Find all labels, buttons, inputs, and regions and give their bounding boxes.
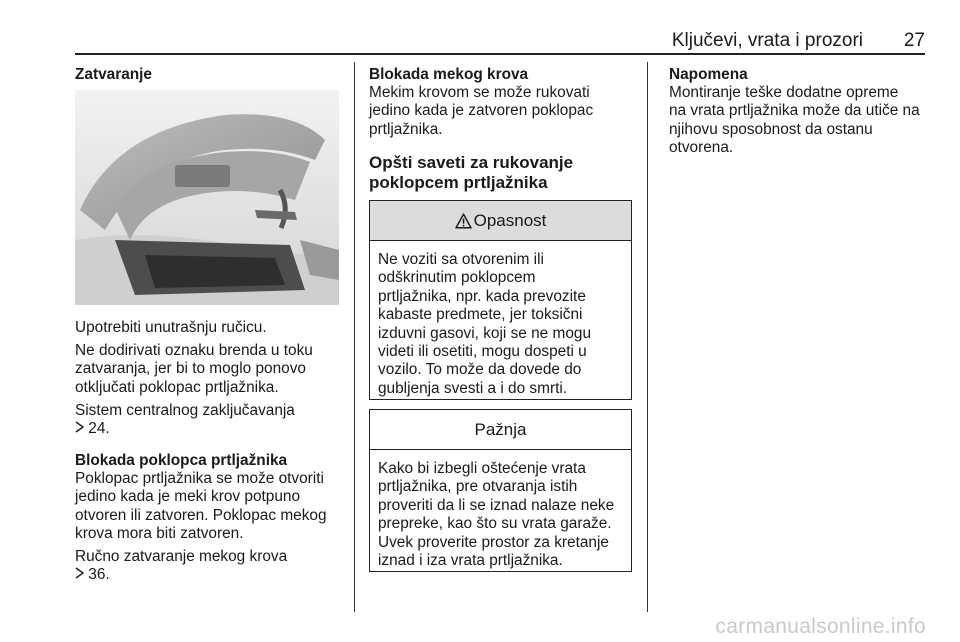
text-line: prtljažnika, pre otvaranja istih (378, 478, 578, 496)
danger-box (369, 200, 632, 400)
text-line: Ne dodirivati oznaku brenda u toku (75, 342, 313, 359)
text-line: Sistem centralnog zaključavanja (75, 402, 295, 419)
page-reference (75, 420, 295, 438)
page-number: 27 (903, 30, 925, 51)
text-line: Ne voziti sa otvorenim ili (378, 251, 544, 268)
page-reference (75, 566, 287, 584)
text-line: videti ili osetiti, mogu dospeti u (378, 343, 587, 361)
reference-page: 24. (88, 420, 110, 438)
arrow-reference-icon (75, 567, 84, 579)
text-line: Mekim krovom se može rukovati (369, 84, 590, 101)
caution-header (370, 410, 631, 450)
danger-title: Opasnost (473, 210, 547, 230)
reference-page: 36. (88, 566, 110, 584)
watermark: carmanualsonline.info (715, 615, 926, 638)
general-advice-heading (369, 153, 573, 193)
text-line: otvorena. (669, 139, 734, 157)
page-header (75, 28, 925, 56)
header-divider (75, 53, 925, 55)
manual-roof-reference (75, 548, 287, 585)
text-line: Poklopac prtljažnika se može otvoriti (75, 470, 324, 487)
note-heading: Napomena (669, 66, 748, 83)
danger-text (370, 241, 631, 398)
text-line: izduvni gasovi, koji se ne mogu (378, 324, 592, 342)
text-line: proveriti da li se iznad nalaze neke (378, 496, 615, 514)
brand-warning-paragraph (75, 342, 313, 397)
caution-text (370, 450, 631, 570)
warning-triangle-icon (455, 213, 472, 229)
text-line: prtljažnika, npr. kada prevozite (378, 287, 586, 305)
text-line: iznad i iza vrata prtljažnika. (378, 552, 563, 570)
roof-lock-paragraph (369, 84, 593, 139)
text-line: krova mora biti zatvoren. (75, 525, 244, 543)
closing-heading: Zatvaranje (75, 66, 152, 83)
text-line: kabaste predmete, jer toksični (378, 306, 583, 324)
text-line: Montiranje teške dodatne opreme (669, 84, 899, 101)
heading-line: Opšti saveti za rukovanje (369, 153, 574, 172)
text-line: prtljažnika. (369, 120, 443, 138)
heading-line: poklopcem prtljažnika (369, 173, 548, 192)
text-line: vozilo. To može da dovede do (378, 361, 582, 379)
text-line: gubljenja svesti a i do smrti. (378, 379, 568, 397)
text-line: odškrinutim poklopcem (378, 269, 536, 287)
instruction-text: Upotrebiti unutrašnju ručicu. (75, 319, 267, 336)
trunk-lid-photo (75, 90, 339, 305)
danger-header (370, 201, 631, 241)
caution-box (369, 409, 632, 572)
text-line: otvoren ili zatvoren. Poklopac mekog (75, 506, 327, 524)
central-locking-reference (75, 402, 295, 439)
section-title: Ključevi, vrata i prozori (671, 30, 863, 51)
text-line: prepreke, kao što su vrata garaže. (378, 515, 612, 533)
caution-title: Pažnja (474, 419, 527, 439)
column-divider-2 (647, 62, 648, 612)
text-line: na vrata prtljažnika može da utiče na (669, 102, 920, 120)
text-line: jedino kada je meki krov potpuno (75, 488, 301, 506)
text-line: njihovu sposobnost da ostanu (669, 120, 873, 138)
text-line: Ručno zatvaranje mekog krova (75, 548, 288, 565)
text-line: otključati poklopac prtljažnika. (75, 378, 279, 396)
text-line: zatvaranja, jer bi to moglo ponovo (75, 360, 306, 378)
note-text (669, 84, 920, 158)
trunk-lock-paragraph (75, 470, 327, 544)
roof-lock-heading: Blokada mekog krova (369, 66, 529, 83)
text-line: Kako bi izbegli oštećenje vrata (378, 460, 586, 477)
column-divider-1 (354, 62, 355, 612)
text-line: jedino kada je zatvoren poklopac (369, 102, 594, 120)
trunk-lock-heading: Blokada poklopca prtljažnika (75, 452, 288, 469)
text-line: Uvek proverite prostor za kretanje (378, 533, 609, 551)
arrow-reference-icon (75, 421, 84, 433)
